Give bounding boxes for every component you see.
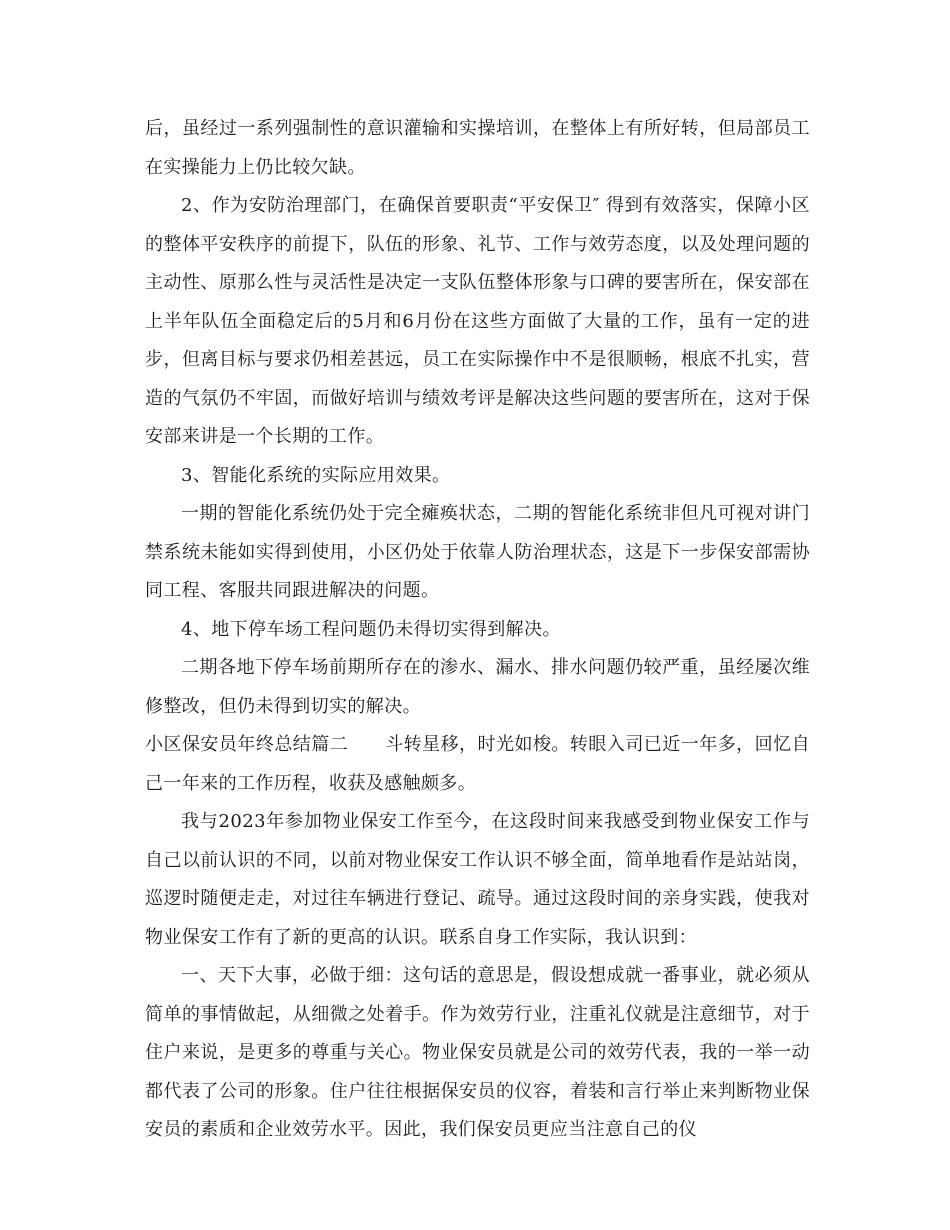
paragraph-3: 3、智能化系统的实际应用效果。: [181, 464, 451, 486]
paragraph-6: 二期各地下停车场前期所存在的渗水、漏水、排水问题仍较严重，虽经屡次维修整改，但仍未得到切实的解决。: [145, 657, 810, 717]
paragraph-4: 一期的智能化系统仍处于完全瘫痪状态，二期的智能化系统非但凡可视对讲门禁系统未能如实得到使用，小区仍处于依靠人防治理状态，这是下一步保安部需协同工程、客服共同跟进解决的问题。: [145, 503, 810, 601]
paragraph-2: 2、作为安防治理部门，在确保首要职责“平安保卫″ 得到有效落实，保障小区的整体平安秩序的前提下，队伍的形象、礼节、工作与效劳态度，以及处理问题的主动性、原那么性与灵活性是决定一支队伍整体形象与口碑的要害所在，保安部在上半年队伍全面稳定后的5月和6月份在这些方面做了大量的工作，虽有一定的进步，但离目标与要求仍相差甚远，员工在实际操作中不是很顺畅，根底不扎实，营造的气氛仍不牢固，而做好培训与绩效考评是解决这些问题的要害所在，这对于保安部来讲是一个长期的工作。: [145, 195, 810, 447]
paragraph-5: 4、地下停车场工程问题仍未得切实得到解决。: [181, 618, 561, 640]
paragraph-9: 一、天下大事，必做于细：这句话的意思是，假设想成就一番事业，就必须从简单的事情做起，从细微之处着手。作为效劳行业，注重礼仪就是注意细节，对于住户来说，是更多的尊重与关心。物业保安员就是公司的效劳代表，我的一举一动都代表了公司的形象。住户往往根据保安员的仪容，着装和言行举止来判断物业保安员的素质和企业效劳水平。因此，我们保安员更应当注意自己的仪: [145, 965, 810, 1140]
paragraph-7: 小区保安员年终总结篇二 斗转星移，时光如梭。转眼入司已近一年多，回忆自己一年来的工作历程，收获及感触颇多。: [145, 734, 810, 794]
document-body: [145, 110, 810, 1150]
paragraph-1: 后，虽经过一系列强制性的意识灌输和实操培训，在整体上有所好转，但局部员工在实操能力上仍比较欠缺。: [145, 118, 810, 178]
paragraph-8: 我与2023年参加物业保安工作至今，在这段时间来我感受到物业保安工作与自己以前认识的不同，以前对物业保安工作认识不够全面，简单地看作是站站岗，巡逻时随便走走，对过往车辆进行登记、疏导。通过这段时间的亲身实践，使我对物业保安工作有了新的更高的认识。联系自身工作实际，我认识到：: [145, 811, 810, 948]
